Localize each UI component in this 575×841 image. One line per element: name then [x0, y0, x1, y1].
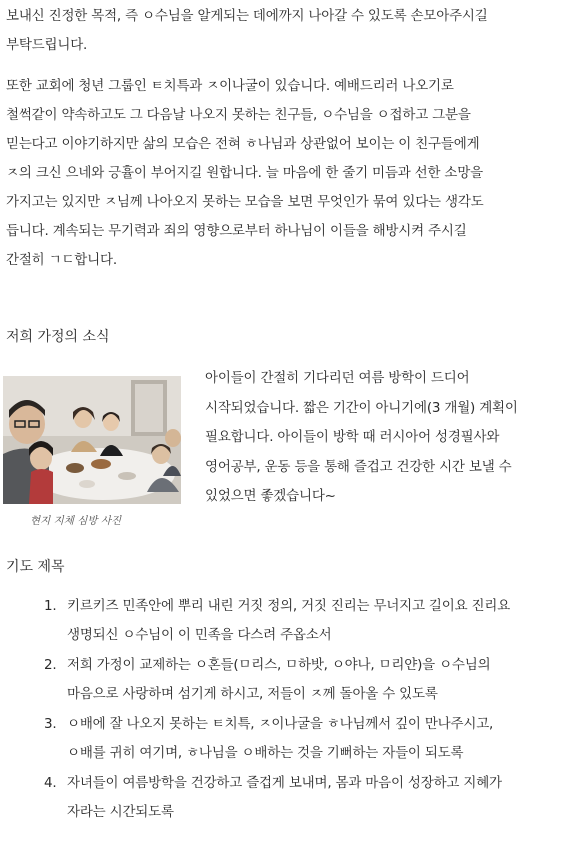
- visit-photo-illustration: [3, 376, 181, 504]
- text-line: 철썩같이 약속하고도 그 다음날 나오지 못하는 친구들, ㅇ수님을 ㅇ접하고 그분을: [6, 107, 471, 123]
- text-line: 자라는 시간되도록: [67, 804, 174, 820]
- text-line: 저희 가정이 교제하는 ㅇ혼들(ㅁ리스, ㅁ하밧, ㅇ야나, ㅁ리얀)을 ㅇ수님의: [67, 657, 491, 673]
- prayer-item-number: 4.: [44, 775, 57, 791]
- prayer-topics-heading: 기도 제목: [6, 559, 65, 575]
- text-line: 필요합니다. 아이들이 방학 때 러시아어 성경필사와: [205, 429, 500, 445]
- prayer-item: [0, 592, 575, 650]
- text-line: 듭니다. 계속되는 무기력과 죄의 영향으로부터 하나님이 이들을 해방시켜 주시길: [6, 223, 467, 239]
- text-line: 있었으면 좋겠습니다~: [205, 488, 336, 504]
- text-line: ㅈ의 크신 으네와 긍휼이 부어지길 원합니다. 늘 마음에 한 줄기 미듬과 선한 소망을: [6, 165, 483, 181]
- text-line: 보내신 진정한 목적, 즉 ㅇ수님을 알게되는 데에까지 나아갈 수 있도록 손모아주시길: [6, 8, 488, 24]
- text-line: ㅇ배를 귀히 여기며, ㅎ나님을 ㅇ배하는 것을 기뻐하는 자들이 되도록: [67, 745, 464, 761]
- text-line: 부탁드립니다.: [6, 37, 88, 53]
- text-line: 가지고는 있지만 ㅈ님께 나아오지 못하는 모습을 보면 무엇인가 묶여 있다는 생각도: [6, 194, 484, 210]
- visit-photo: [3, 376, 181, 504]
- photo-caption: 현지 지체 심방 사진: [30, 515, 122, 527]
- text-line: 생명되신 ㅇ수님이 이 민족을 다스려 주옵소서: [67, 627, 332, 643]
- youth-group-paragraph: [6, 72, 566, 275]
- text-line: 영어공부, 운동 등을 통해 즐겁고 건강한 시간 보낼 수: [205, 458, 512, 475]
- prayer-item-number: 3.: [44, 716, 57, 732]
- prayer-item: [0, 710, 575, 768]
- prayer-item: [0, 769, 575, 827]
- text-line: 키르키즈 민족안에 뿌리 내린 거짓 정의, 거짓 진리는 무너지고 길이요 진리요: [67, 598, 511, 614]
- prayer-topics-list: [0, 592, 575, 828]
- text-line: 또한 교회에 청년 그룹인 ㅌ치특과 ㅈ이나굴이 있습니다. 예배드리러 나오기로: [6, 78, 454, 94]
- text-line: 아이들이 간절히 기다리던 여름 방학이 드디어: [205, 370, 470, 386]
- text-line: 간절히 ㄱㄷ합니다.: [6, 252, 117, 268]
- text-line: 시작되었습니다. 짧은 기간이 아니기에(3 개월) 계획이: [205, 399, 518, 416]
- text-line: 마음으로 사랑하며 섬기게 하시고, 저들이 ㅈ께 돌아올 수 있도록: [67, 686, 438, 702]
- text-line: 믿는다고 이야기하지만 삶의 모습은 전혀 ㅎ나님과 상관없어 보이는 이 친구들에게: [6, 136, 480, 152]
- family-news-heading: 저희 가정의 소식: [6, 329, 110, 345]
- family-news-paragraph: [205, 364, 570, 512]
- prayer-item-number: 2.: [44, 657, 57, 673]
- prayer-item-number: 1.: [44, 598, 57, 614]
- text-line: ㅇ배에 잘 나오지 못하는 ㅌ치특, ㅈ이나굴을 ㅎ나님께서 깊이 만나주시고,: [67, 716, 494, 732]
- prayer-item: [0, 651, 575, 709]
- intro-paragraph: [6, 2, 566, 60]
- text-line: 자녀들이 여름방학을 건강하고 즐겁게 보내며, 몸과 마음이 성장하고 지혜가: [67, 775, 502, 791]
